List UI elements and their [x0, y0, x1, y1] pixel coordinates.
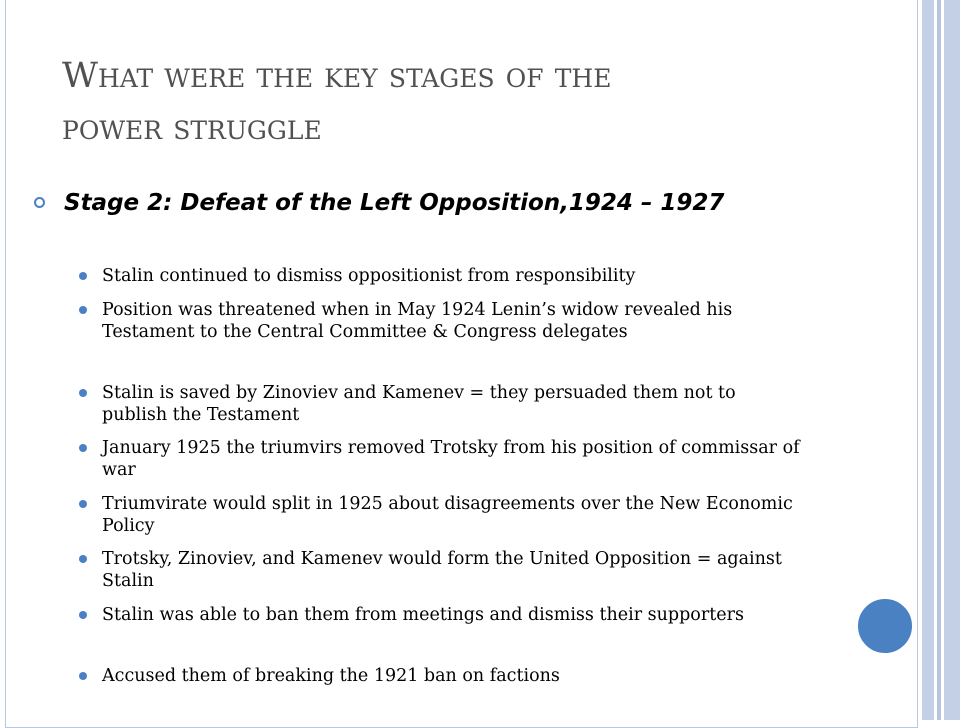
bullet-item: Stalin continued to dismiss oppositionist from responsibility	[102, 266, 636, 286]
bullet-item: Position was threatened when in May 1924 Lenin’s widow revealed his Testament to the Central Committee & Congress delegates	[102, 300, 733, 342]
stripe-1	[922, 0, 934, 720]
bullet-item: January 1925 the triumvirs removed Trotsky from his position of commissar of war	[102, 438, 800, 480]
bullet-dot-icon	[79, 306, 87, 314]
stripe-3	[944, 0, 960, 720]
stripe-2	[937, 0, 941, 720]
bullet-item: Accused them of breaking the 1921 ban on factions	[102, 666, 560, 686]
bullet-item: Triumvirate would split in 1925 about disagreements over the New Economic Policy	[102, 494, 793, 536]
bullet-dot-icon	[79, 272, 87, 280]
hollow-bullet-icon	[34, 197, 45, 208]
bullet-dot-icon	[79, 611, 87, 619]
decorative-circle	[856, 597, 914, 655]
bullet-dot-icon	[79, 444, 87, 452]
bullet-dot-icon	[79, 500, 87, 508]
bullet-dot-icon	[79, 672, 87, 680]
decorative-side-stripes	[918, 0, 960, 720]
slide-title	[62, 52, 862, 152]
stage-heading: Stage 2: Defeat of the Left Opposition,1924 – 1927	[64, 190, 725, 216]
bullet-item: Stalin is saved by Zinoviev and Kamenev = they persuaded them not to publish the Testament	[102, 383, 736, 425]
title-line-2: power struggle	[62, 108, 322, 148]
bullet-dot-icon	[79, 555, 87, 563]
bullet-item: Stalin was able to ban them from meetings and dismiss their supporters	[102, 605, 744, 625]
bullet-dot-icon	[79, 389, 87, 397]
bullet-item: Trotsky, Zinoviev, and Kamenev would form the United Opposition = against Stalin	[102, 549, 782, 591]
title-line-1: What were the key stages of the	[62, 56, 612, 96]
